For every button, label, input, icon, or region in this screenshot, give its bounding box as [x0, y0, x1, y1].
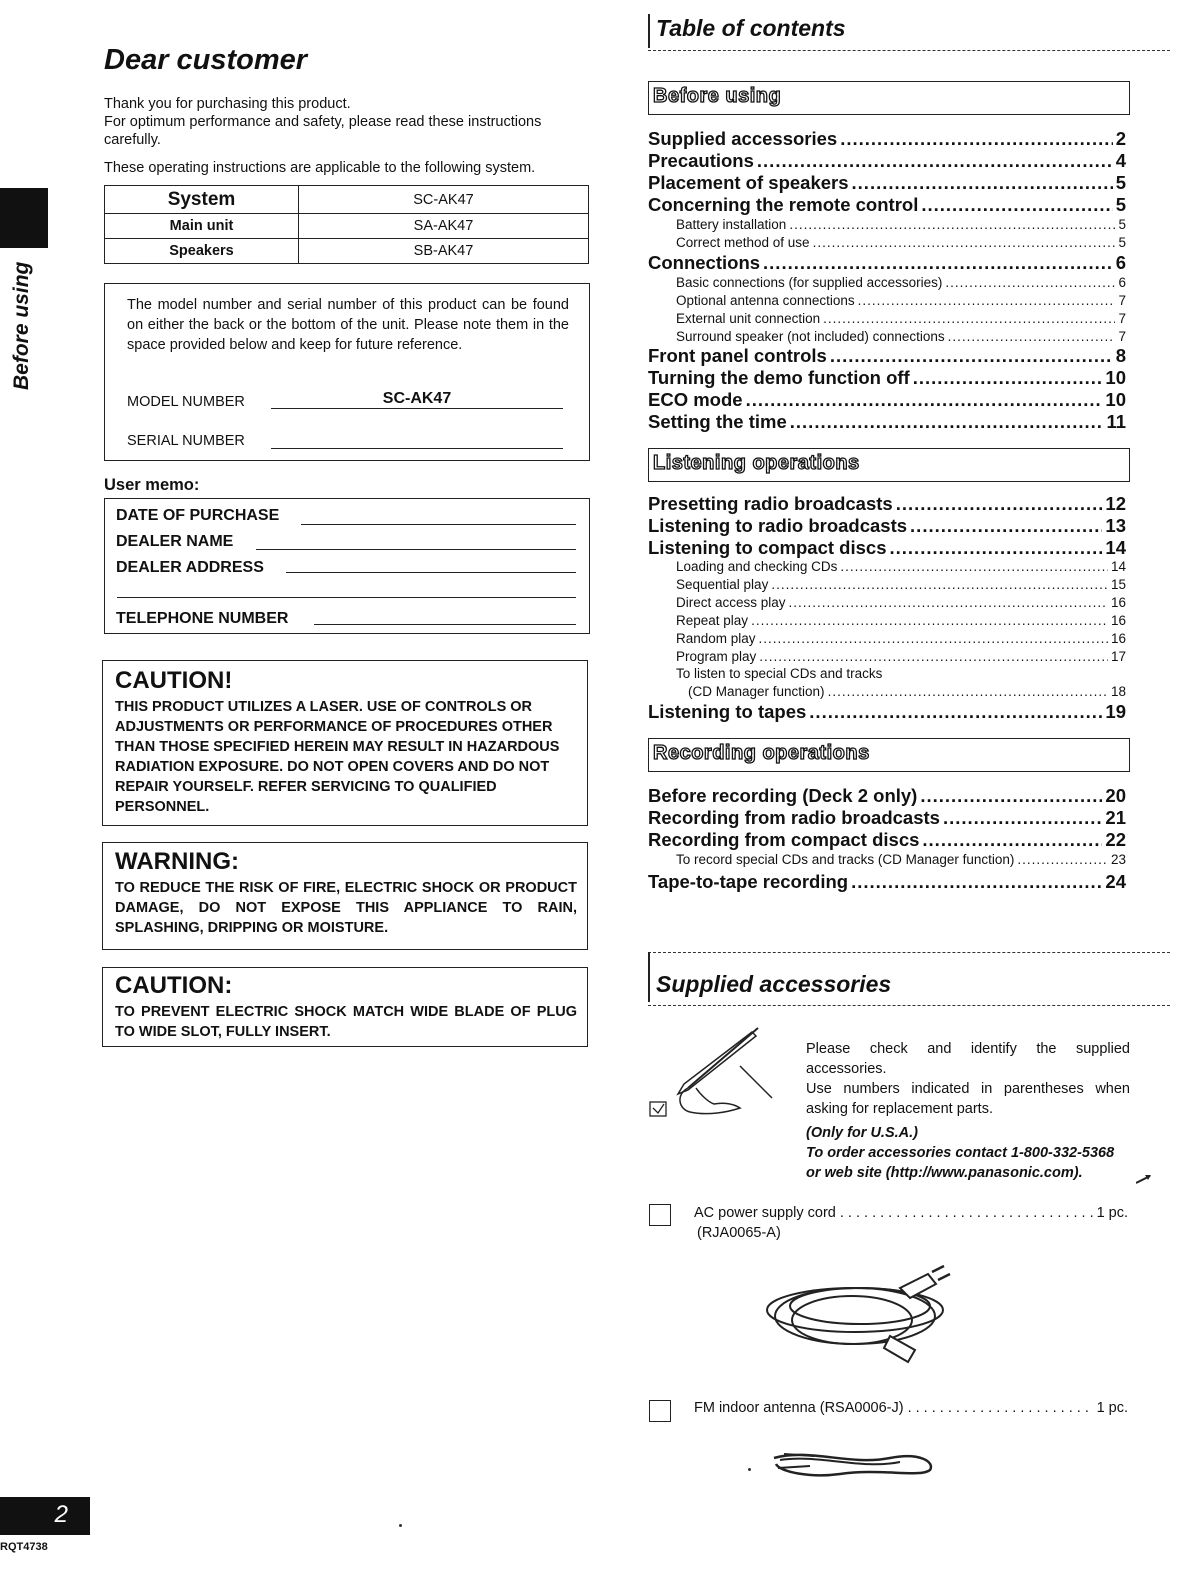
speakers-label: Speakers	[105, 239, 299, 264]
toc-subitem[interactable]: Program play ..... 17	[676, 649, 1126, 667]
recording-operations-heading-box	[648, 738, 1130, 772]
ac-power-cord-illustration	[760, 1258, 960, 1368]
model-number-field	[271, 390, 563, 409]
table-row	[105, 239, 589, 264]
caution-laser-heading: CAUTION!	[115, 667, 233, 694]
page-number: 2	[0, 1497, 90, 1535]
dealer-name-field	[256, 534, 576, 550]
toc-subitem[interactable]: External unit connection ..... 7	[676, 311, 1126, 329]
caution-plug-text: TO PREVENT ELECTRIC SHOCK MATCH WIDE BLADE OF PLUG TO WIDE SLOT, FULLY INSERT.	[115, 1004, 577, 1040]
date-of-purchase-field	[301, 509, 576, 525]
toc-item[interactable]: Listening to compact discs ..... 14	[648, 537, 1126, 559]
toc-subitem[interactable]: Sequential play ..... 15	[676, 577, 1126, 595]
dealer-name-label: DEALER NAME	[116, 533, 234, 550]
ac-cord-qty: 1 pc.	[1096, 1205, 1128, 1221]
dealer-address-field	[286, 560, 576, 573]
system-value: SC-AK47	[299, 186, 589, 214]
toc-subitem[interactable]: Correct method of use ..... 5	[676, 235, 1126, 253]
recording-operations-heading: Recording operations	[653, 742, 870, 764]
arrow-icon	[1136, 1174, 1152, 1184]
toc-subitem[interactable]: Loading and checking CDs ..... 14	[676, 559, 1126, 577]
toc-item[interactable]: Front panel controls ..... 8	[648, 345, 1126, 367]
toc-item[interactable]: Precautions ..... 4	[648, 150, 1126, 172]
ac-cord-name: AC power supply cord	[694, 1205, 836, 1221]
accessories-text-1: Please check and identify the supplied accessories.	[806, 1041, 1130, 1077]
toc-title-bar	[648, 14, 650, 48]
accessories-text-2: Use numbers indicated in parentheses when asking for replacement parts.	[806, 1081, 1130, 1117]
toc-subitem-continued[interactable]: To listen to special CDs and tracks	[676, 666, 883, 681]
warning-heading: WARNING:	[115, 848, 239, 875]
toc-item[interactable]: Supplied accessories ..... 2	[648, 128, 1126, 150]
listening-operations-heading: Listening operations	[653, 452, 860, 474]
fm-antenna-qty: 1 pc.	[1096, 1400, 1128, 1416]
date-of-purchase-label: DATE OF PURCHASE	[116, 507, 280, 524]
checkbox-fm-antenna[interactable]	[649, 1400, 671, 1422]
toc-item[interactable]: Setting the time ..... 11	[648, 411, 1126, 433]
table-row	[105, 214, 589, 239]
section-tab-label: Before using	[10, 261, 33, 390]
toc-item[interactable]: Listening to tapes ..... 19	[648, 701, 1126, 723]
toc-subitem[interactable]: Basic connections (for supplied accessories) ..... 6	[676, 275, 1126, 293]
stray-dot	[748, 1468, 751, 1471]
page-title: Dear customer	[104, 44, 308, 76]
serial-number-label: SERIAL NUMBER	[127, 433, 245, 449]
caution-plug-box	[102, 967, 588, 1047]
accessory-fm-antenna	[694, 1400, 1128, 1416]
accessories-top-rule	[648, 952, 1170, 953]
telephone-number-label: TELEPHONE NUMBER	[116, 610, 289, 627]
model-number-value: SC-AK47	[382, 390, 452, 407]
toc-subitem[interactable]: (CD Manager function) ..... 18	[688, 684, 1126, 702]
toc-item[interactable]: Connections ..... 6	[648, 252, 1126, 274]
user-memo-title: User memo:	[104, 476, 200, 494]
toc-subitem[interactable]: Repeat play ..... 16	[676, 613, 1126, 631]
accessories-title-bar	[648, 952, 650, 1002]
caution-laser-text: THIS PRODUCT UTILIZES A LASER. USE OF CONTROLS OR ADJUSTMENTS OR PERFORMANCE OF PROCEDURES OTHER THAN THOSE SPECIFIED HEREIN MAY RESULT IN HAZARDOUS RADIATION EXPOSURE. DO NOT OPEN COVERS AND DO NOT REPAIR YOURSELF. REFER SERVICING TO QUALIFIED PERSONNEL.	[115, 699, 560, 815]
toc-item[interactable]: Concerning the remote control ..... 5	[648, 194, 1126, 216]
intro-text	[104, 95, 594, 187]
toc-item[interactable]: Recording from radio broadcasts ..... 21	[648, 807, 1126, 829]
toc-item[interactable]: Listening to radio broadcasts ..... 13	[648, 515, 1126, 537]
toc-subitem[interactable]: To record special CDs and tracks (CD Manager function) ..... 23	[676, 852, 1126, 870]
listening-operations-heading-box	[648, 448, 1130, 482]
system-table	[104, 185, 589, 264]
serial-instructions: The model number and serial number of this product can be found on either the back or the bottom of the unit. Please note them in the space provided below and keep for future reference.	[127, 297, 569, 353]
user-memo-box	[104, 498, 590, 634]
intro-line-2: For optimum performance and safety, please read these instructions carefully.	[104, 114, 542, 148]
main-unit-label: Main unit	[105, 214, 299, 239]
toc-subitem[interactable]: Battery installation ..... 5	[676, 217, 1126, 235]
toc-item[interactable]: ECO mode ..... 10	[648, 389, 1126, 411]
accessories-title: Supplied accessories	[656, 971, 892, 997]
caution-plug-heading: CAUTION:	[115, 972, 233, 999]
toc-item[interactable]: Before recording (Deck 2 only) ..... 20	[648, 785, 1126, 807]
toc-item[interactable]: Presetting radio broadcasts ..... 12	[648, 493, 1126, 515]
accessory-ac-cord	[694, 1205, 1128, 1221]
warning-box	[102, 842, 588, 950]
caution-laser-box	[102, 660, 588, 826]
toc-subitem[interactable]: Random play ..... 16	[676, 631, 1126, 649]
warning-text: TO REDUCE THE RISK OF FIRE, ELECTRIC SHOCK OR PRODUCT DAMAGE, DO NOT EXPOSE THIS APPLIANCE TO RAIN, SPLASHING, DRIPPING OR MOISTURE.	[115, 880, 577, 936]
toc-item[interactable]: Placement of speakers ..... 5	[648, 172, 1126, 194]
serial-number-field	[271, 430, 563, 449]
toc-title-rule	[648, 50, 1170, 51]
speakers-value: SB-AK47	[299, 239, 589, 264]
model-number-label: MODEL NUMBER	[127, 394, 245, 410]
toc-item[interactable]: Recording from compact discs ..... 22	[648, 829, 1126, 851]
toc-subitem[interactable]: Surround speaker (not included) connections ..... 7	[676, 329, 1126, 347]
accessories-instructions	[806, 1039, 1130, 1183]
ac-cord-part-number: (RJA0065-A)	[697, 1225, 781, 1241]
accessories-title-rule	[648, 1005, 1170, 1006]
before-using-heading-box	[648, 81, 1130, 115]
intro-applicability: These operating instructions are applicable to the following system.	[104, 160, 536, 176]
toc-title: Table of contents	[656, 15, 846, 41]
main-unit-value: SA-AK47	[299, 214, 589, 239]
fm-antenna-illustration	[770, 1444, 940, 1484]
toc-item[interactable]: Turning the demo function off ..... 10	[648, 367, 1126, 389]
fm-antenna-name: FM indoor antenna (RSA0006-J)	[694, 1400, 904, 1416]
toc-subitem[interactable]: Optional antenna connections ..... 7	[676, 293, 1126, 311]
serial-number-box	[104, 283, 590, 461]
table-row	[105, 186, 589, 214]
section-tab-marker	[0, 188, 48, 248]
dealer-address-label: DEALER ADDRESS	[116, 559, 264, 576]
pen-checking-icon	[648, 1024, 778, 1124]
system-label: System	[105, 186, 299, 214]
document-code: RQT4738	[0, 1541, 48, 1553]
telephone-number-field	[314, 612, 576, 625]
stray-dot	[399, 1524, 402, 1527]
usa-order-text: To order accessories contact 1-800-332-5368 or web site (http://www.panasonic.com).	[806, 1145, 1115, 1181]
intro-line-1: Thank you for purchasing this product.	[104, 96, 351, 112]
usa-only-label: (Only for U.S.A.)	[806, 1125, 918, 1141]
toc-subitem[interactable]: Direct access play ..... 16	[676, 595, 1126, 613]
dealer-address-field-2	[117, 585, 576, 598]
before-using-heading: Before using	[653, 85, 782, 107]
checkbox-ac-cord[interactable]	[649, 1204, 671, 1226]
toc-item[interactable]: Tape-to-tape recording ..... 24	[648, 871, 1126, 893]
